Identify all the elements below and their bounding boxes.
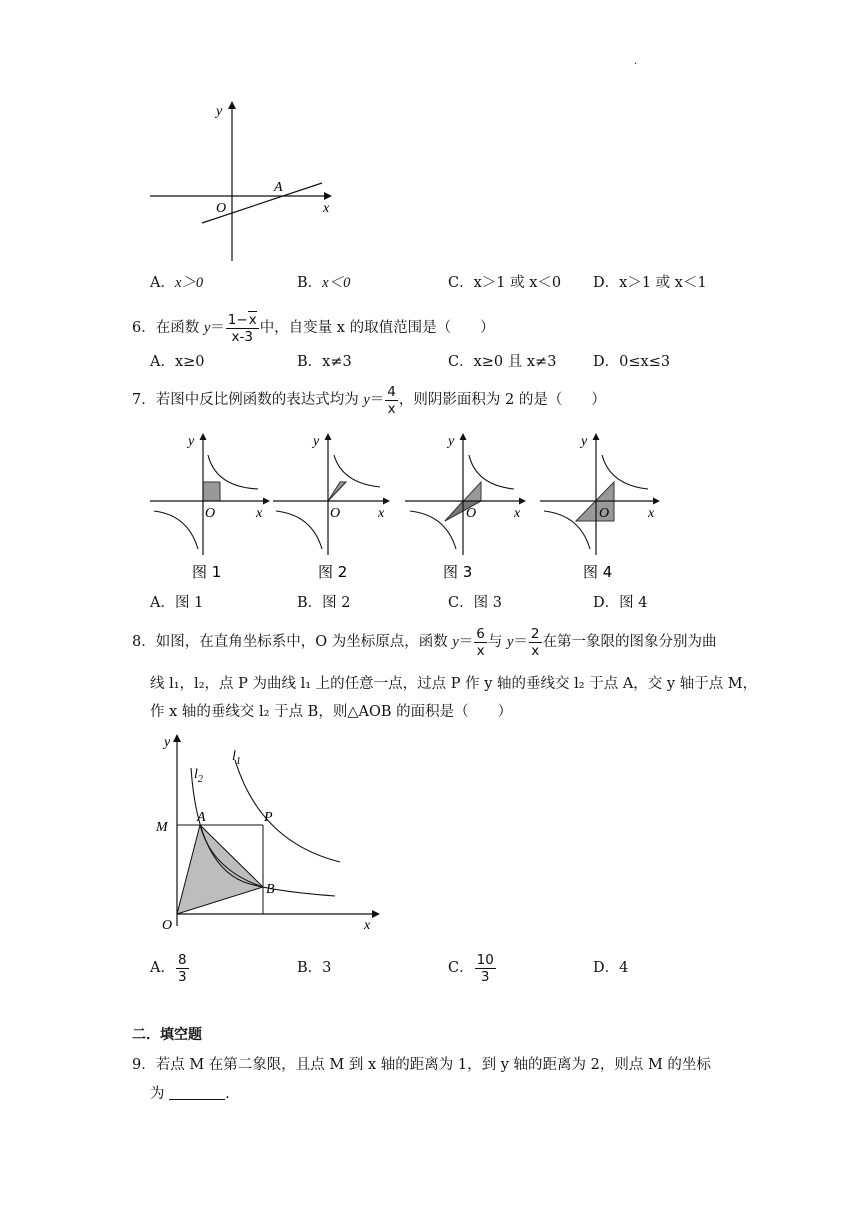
svg-text:M: M <box>156 820 168 835</box>
svg-text:y: y <box>188 434 195 449</box>
q8-option-d: D．4 <box>593 960 629 976</box>
svg-text:O: O <box>205 506 216 521</box>
q8-option-b: B．3 <box>297 960 332 976</box>
q5-y-label: y <box>216 104 223 119</box>
q7-figures <box>140 425 670 585</box>
q8-figure <box>150 730 390 935</box>
svg-text:O: O <box>466 506 477 521</box>
svg-text:x: x <box>514 506 521 521</box>
svg-text:y: y <box>164 735 171 750</box>
q7-option-d: D．图 4 <box>593 595 648 611</box>
q5-point-a-label: A <box>274 180 283 195</box>
q7-fig1-shaded-rect <box>203 482 220 501</box>
q5-option-b: B．x＜0 <box>297 275 351 291</box>
svg-text:图 4: 图 4 <box>583 563 613 581</box>
q6-option-c: C．x≥0 且 x≠3 <box>448 354 557 370</box>
q9-answer-blank[interactable] <box>169 1085 225 1100</box>
q8-stem-line-2: 线 l₁，l₂，点 P 为曲线 l₁ 上的任意一点，过点 P 作 y 轴的垂线交 l₂ 于点 A，交 y 轴于点 M， <box>150 676 758 692</box>
q8-shaded-triangle <box>177 825 263 914</box>
svg-text:B: B <box>266 882 275 897</box>
q5-option-c: C．x＞1 或 x＜0 <box>448 275 562 291</box>
q7-stem: 7．若图中反比例函数的表达式均为 y＝ $\frac{4}{x}$ ，则阴影面积为 2 的是（ ） <box>132 383 606 417</box>
header-dot: . <box>634 56 638 67</box>
section-title-fill-blank: 二．填空题 <box>132 1027 202 1043</box>
svg-text:y: y <box>581 434 588 449</box>
q5-option-d: D．x＞1 或 x＜1 <box>593 275 707 291</box>
svg-text:l2: $l_2$ <box>194 767 203 785</box>
q7-figure-4 <box>540 434 658 581</box>
q8-curve-l1 <box>235 760 340 862</box>
q7-option-c: C．图 3 <box>448 595 502 611</box>
q7-figure-1 <box>150 434 268 581</box>
svg-text:图 3: 图 3 <box>443 563 473 581</box>
svg-text:O: O <box>162 918 173 933</box>
svg-text:图 1: 图 1 <box>192 563 222 581</box>
q7-option-b: B．图 2 <box>297 595 351 611</box>
svg-text:x: x <box>378 506 385 521</box>
q5-origin-label: O <box>216 201 227 216</box>
svg-text:x: x <box>364 918 371 933</box>
svg-text:O: O <box>599 506 610 521</box>
svg-text:l1: $l_1$ <box>232 749 241 767</box>
svg-text:y: y <box>448 434 455 449</box>
svg-text:图 2: 图 2 <box>318 563 348 581</box>
svg-text:y: y <box>313 434 320 449</box>
q6-option-a: A．x≥0 <box>150 354 205 370</box>
q6-stem: 6．在函数 y＝ $\frac{1-x}{x-3}$ 中，自变量 x 的取值范围是（ ） <box>132 311 495 345</box>
q9-stem-line-1: 9．若点 M 在第二象限，且点 M 到 x 轴的距离为 1，到 y 轴的距离为 2，则点 M 的坐标 <box>132 1057 711 1073</box>
q7-option-a: A．图 1 <box>150 595 204 611</box>
q8-stem-line-1: 8．如图，在直角坐标系中，O 为坐标原点，函数 y＝ $\frac{6}{x}$ 与 y＝ $\frac{2}{x}$ 在第一象限的图象分别为曲 <box>132 625 717 659</box>
q5-x-label: x <box>323 201 330 216</box>
svg-text:A: A <box>197 810 206 825</box>
q5-option-a: A．x＞0 <box>150 275 204 291</box>
q8-option-c: C． $\frac{10}{3}$ <box>448 951 494 985</box>
q8-stem-line-3: 作 x 轴的垂线交 l₂ 于点 B，则△AOB 的面积是（ ） <box>150 704 513 720</box>
q7-figure-3 <box>405 434 524 581</box>
q7-figure-2 <box>273 434 388 581</box>
q5-figure <box>140 95 350 270</box>
q8-option-a: A． $\frac{8}{3}$ <box>150 951 187 985</box>
q6-option-d: D．0≤x≤3 <box>593 354 671 370</box>
svg-text:x: x <box>256 506 263 521</box>
svg-text:x: x <box>648 506 655 521</box>
q9-stem-line-2: 为 . <box>150 1086 230 1102</box>
svg-text:O: O <box>330 506 341 521</box>
svg-text:P: P <box>264 810 273 825</box>
q6-option-b: B．x≠3 <box>297 354 352 370</box>
